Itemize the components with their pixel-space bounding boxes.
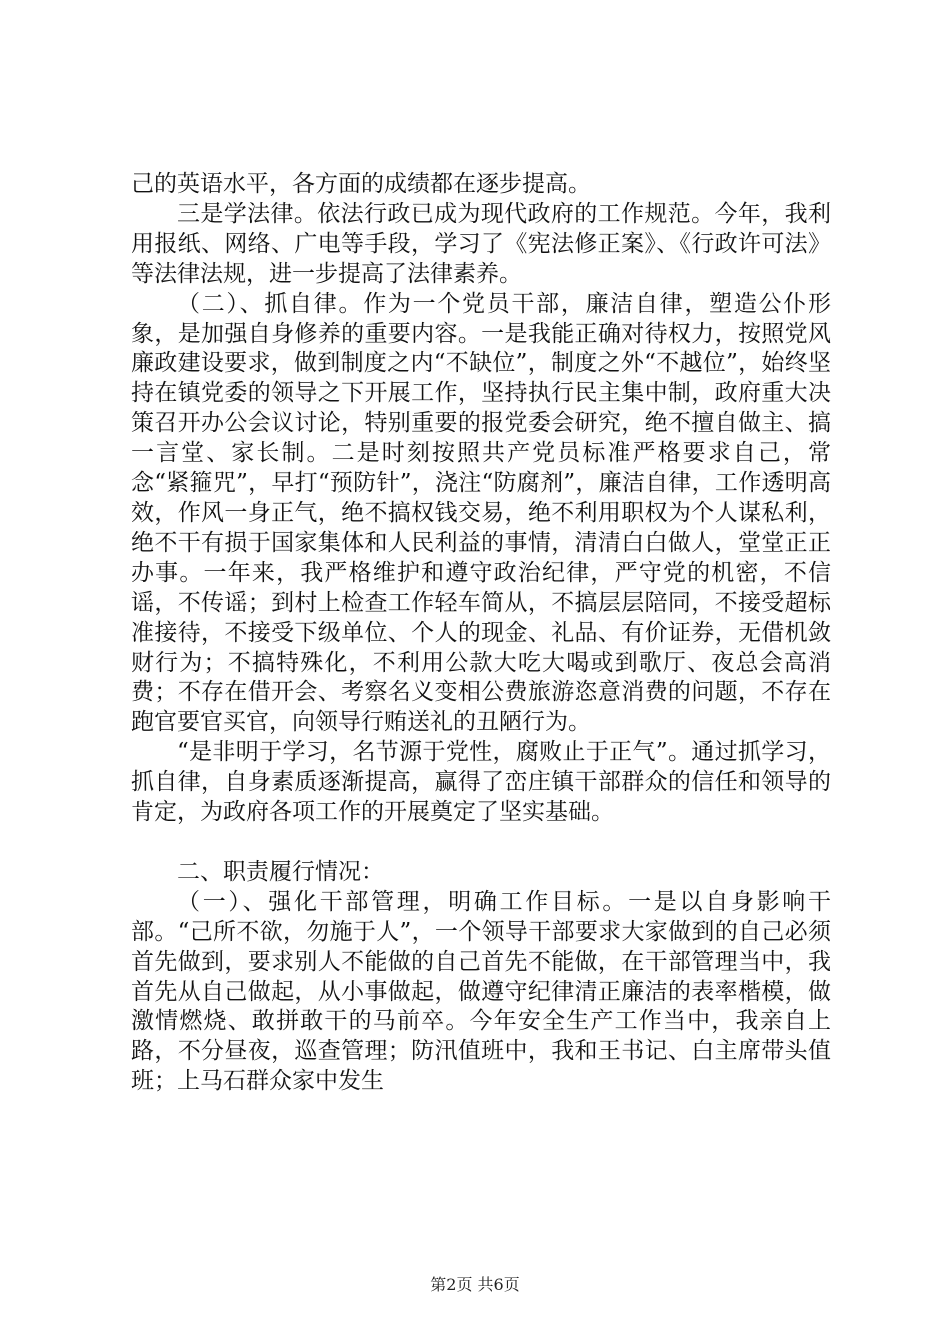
page-number-footer: 第2页 共6页 (430, 1275, 520, 1294)
section-heading-duties: 二、职责履行情况： (177, 858, 384, 885)
paragraph-cadre-management: （一）、强化干部管理，明确工作目标。一是以自身影响干部。“己所不欲，勿施于人”，一个领导干部要求大家做到的自己必须首先做到，要求别人不能做的自己首先不能做，在干部管理当中，我首先从自己做起，从小事做起，做遵守纪律清正廉洁的表率楷模，做激情燃烧、敢拼敢干的马前卒。今年安全生产工作当中，我亲自上路，不分昼夜，巡查管理；防汛值班中，我和王书记、白主席带头值班；上马石群众家中发生 (131, 888, 831, 1095)
paragraph-self-discipline: （二）、抓自律。作为一个党员干部，廉洁自律，塑造公仆形象，是加强自身修养的重要内容。一是我能正确对待权力，按照党风廉政建设要求，做到制度之内“不缺位”，制度之外“不越位”，始终坚持在镇党委的领导之下开展工作，坚持执行民主集中制，政府重大决策召开办公会议讨论，特别重要的报党委会研究，绝不擅自做主、搞一言堂、家长制。二是时刻按照共产党员标准严格要求自己，常念“紧箍咒”，早打“预防针”，浇注“防腐剂”，廉洁自律，工作透明高效，作风一身正气，绝不搞权钱交易，绝不利用职权为个人谋私利，绝不干有损于国家集体和人民利益的事情，清清白白做人，堂堂正正办事。一年来，我严格维护和遵守政治纪律，严守党的机密，不信谣，不传谣；到村上检查工作轻车简从，不搞层层陪同，不接受超标准接待，不接受下级单位、个人的现金、礼品、有价证券，无借机敛财行为；不搞特殊化，不利用公款大吃大喝或到歌厅、夜总会高消费；不存在借开会、考察名义变相公费旅游恣意消费的问题，不存在跑官要官买官，向领导行贿送礼的丑陋行为。 (131, 290, 831, 736)
paragraph-summary-quote: “是非明于学习，名节源于党性，腐败止于正气”。通过抓学习，抓自律，自身素质逐渐提高，赢得了峦庄镇干部群众的信任和领导的肯定，为政府各项工作的开展奠定了坚实基础。 (131, 739, 831, 826)
paragraph-continuation: 己的英语水平，各方面的成绩都在逐步提高。 (131, 171, 591, 197)
paragraph-study-law: 三是学法律。依法行政已成为现代政府的工作规范。今年，我利用报纸、网络、广电等手段，学习了《宪法修正案》、《行政许可法》等法律法规，进一步提高了法律素养。 (131, 200, 831, 287)
document-body (131, 170, 831, 1097)
